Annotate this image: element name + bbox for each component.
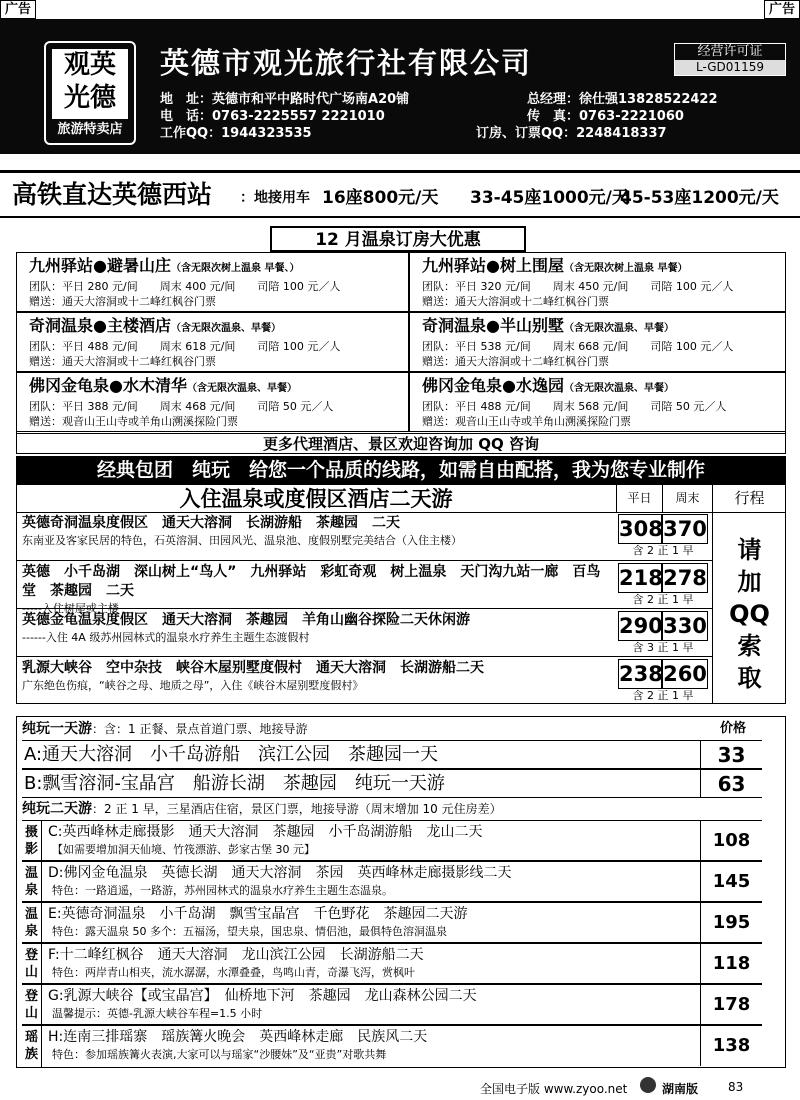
hotel-note: （含无限次树上温泉 早餐、） bbox=[170, 263, 300, 274]
phone: 0763-2225557 2221010 bbox=[212, 109, 385, 124]
work-qq-line bbox=[160, 125, 312, 142]
day2-tour-name: F:十二峰红枫谷 通天大溶洞 龙山滨江公园 长湖游船二天 bbox=[48, 947, 424, 963]
order-qq-line bbox=[476, 125, 667, 142]
hotel-name-line bbox=[29, 316, 396, 339]
hotel-price-line: 团队：平日 488 元/间 周末 568 元/间 司陪 50 元／人 bbox=[422, 400, 727, 413]
hotel-name-line bbox=[422, 376, 773, 399]
phone-line bbox=[160, 108, 385, 125]
license-box bbox=[674, 43, 786, 76]
order-qq: 2248418337 bbox=[576, 126, 667, 141]
day2-tour-desc: 特色：露天温泉 50 多个：五福汤，望夫泉，国忠泉、情侣池，最俱特色溶洞温泉 bbox=[52, 925, 447, 938]
work-qq-label: 工作QQ： bbox=[160, 126, 222, 141]
hotel-name: 奇洞温泉●主楼酒店 bbox=[29, 316, 171, 335]
tour-text bbox=[22, 659, 612, 693]
tour-meals: 含 3 正 1 早 bbox=[632, 641, 694, 654]
day1-row bbox=[22, 740, 762, 769]
hotel-name: 九州驿站●避暑山庄 bbox=[29, 256, 171, 275]
day2-tour-desc: 特色：两岸青山相夹，流水潺潺，水潭叠叠，鸟鸣山青，奇瀑飞泻，赏枫叶 bbox=[52, 966, 415, 979]
hotel-name: 佛冈金龟泉●水逸园 bbox=[422, 376, 564, 395]
hotel-price-line: 团队：平日 538 元/间 周末 668 元/间 司陪 100 元／人 bbox=[422, 340, 734, 353]
company-header bbox=[0, 19, 800, 154]
day2-price: 108 bbox=[700, 821, 762, 860]
banner-price-16: 16座800元/天 bbox=[322, 188, 439, 208]
day2-price: 195 bbox=[700, 903, 762, 942]
hotel-cell bbox=[409, 372, 786, 432]
day1-price: 33 bbox=[700, 741, 762, 768]
footer-logo-icon bbox=[640, 1077, 656, 1093]
classic-slogan: 经典包团 纯玩 给您一个品质的线路，如需自由配搭，我为您专业制作 bbox=[16, 456, 786, 484]
hotel-price-line: 团队：平日 320 元/间 周末 450 元/间 司陪 100 元／人 bbox=[422, 280, 734, 293]
ad-label-left: 广告 bbox=[0, 0, 36, 19]
hotel-cell bbox=[16, 372, 409, 432]
hotel-gift-line: 赠送：通天大溶洞或十二峰红枫谷门票 bbox=[29, 355, 216, 368]
day1-tour-name: B:飘雪溶洞-宝晶宫 船游长湖 茶趣园 纯玩一天游 bbox=[24, 773, 445, 794]
day1-label: 纯玩一天游 bbox=[22, 721, 92, 737]
hotel-price-line: 团队：平日 388 元/间 周末 468 元/间 司陪 50 元／人 bbox=[29, 400, 334, 413]
day2-row bbox=[22, 902, 762, 943]
company-logo bbox=[44, 41, 136, 145]
day2-tour-name: G:乳源大峡谷【或宝晶宫】 仙桥地下河 茶趣园 龙山森林公园二天 bbox=[48, 988, 477, 1004]
hotel-note: （含无限次树上温泉 早餐） bbox=[563, 263, 688, 274]
more-hotels-note: 更多代理酒店、景区欢迎咨询加 QQ 咨询 bbox=[16, 433, 786, 454]
fax-label: 传 真： bbox=[527, 109, 580, 124]
day2-category: 登山 bbox=[22, 944, 42, 985]
gm: 徐仕强13828522422 bbox=[579, 92, 718, 107]
day2-price: 145 bbox=[700, 862, 762, 901]
company-name: 英德市观光旅行社有限公司 bbox=[160, 46, 533, 80]
day2-category: 瑶族 bbox=[22, 1026, 42, 1067]
tour-weekday-price: 238 bbox=[618, 659, 662, 689]
logo-char-2: 英 bbox=[90, 50, 117, 80]
tour-title: 英德 小千岛湖 深山树上“鸟人” 九州驿站 彩虹奇观 树上温泉 天门沟九站一廊 百鸟堂 茶趣园 二天 bbox=[22, 564, 601, 599]
tour-desc: 东南亚及客家民居的特色，石英溶洞、田园风光、温泉池、度假别墅完美结合（入住主楼） bbox=[22, 534, 462, 547]
price-header: 价格 bbox=[719, 721, 746, 736]
tour-row bbox=[16, 512, 712, 560]
page-footer bbox=[0, 1075, 800, 1100]
hsr-banner bbox=[0, 170, 800, 218]
tour-desc: -----入住树屋或主楼 bbox=[22, 602, 119, 615]
day2-tour-desc: 特色：参加瑶族篝火表演,大家可以与瑶家“沙腰妹”及“亚贵”对歌共舞 bbox=[52, 1048, 387, 1061]
fax: 0763-2221060 bbox=[579, 109, 684, 124]
hotel-name-line bbox=[422, 316, 773, 339]
day2-tour-name: C:英西峰林走廊摄影 通天大溶洞 茶趣园 小千岛湖游船 龙山二天 bbox=[48, 824, 483, 840]
tour-row bbox=[16, 656, 712, 704]
tour-weekday-price: 308 bbox=[618, 514, 662, 544]
tour-text bbox=[22, 514, 612, 548]
day2-tour-name: E:英德奇洞温泉 小千岛湖 飘雪宝晶宫 千色野花 茶趣园二天游 bbox=[48, 906, 468, 922]
hotel-cell bbox=[16, 252, 409, 312]
hotel-name-line bbox=[29, 256, 396, 279]
itin-char-4: 索 bbox=[737, 632, 762, 660]
fax-line bbox=[527, 108, 684, 125]
hotel-gift-line: 赠送：通天大溶洞或十二峰红枫谷门票 bbox=[422, 295, 609, 308]
tour-weekday-price: 218 bbox=[618, 563, 662, 593]
day2-category: 温泉 bbox=[22, 862, 42, 903]
tour-desc: ------入住 4A 级苏州园林式的温泉水疗养生主题生态渡假村 bbox=[22, 631, 310, 644]
tour-weekend-price: 370 bbox=[662, 514, 708, 544]
banner-price-45-53: 45-53座1200元/天 bbox=[620, 188, 779, 208]
hotel-cell bbox=[409, 312, 786, 372]
tour-meals: 含 2 正 1 早 bbox=[632, 689, 694, 702]
address: 英德市和平中路时代广场南A20铺 bbox=[212, 92, 410, 107]
day2-label: 纯玩二天游 bbox=[22, 801, 92, 817]
itin-char-5: 取 bbox=[737, 664, 762, 692]
tour-title: 英德奇洞温泉度假区 通天大溶洞 长湖游船 茶趣园 二天 bbox=[22, 515, 400, 531]
license-title: 经营许可证 bbox=[675, 44, 785, 60]
hotel-gift-line: 赠送：通天大溶洞或十二峰红枫谷门票 bbox=[29, 295, 216, 308]
address-label: 地 址： bbox=[160, 92, 213, 107]
day1-price: 63 bbox=[700, 770, 762, 797]
tour-weekend-price: 260 bbox=[662, 659, 708, 689]
tour-meals: 含 2 正 1 早 bbox=[632, 593, 694, 606]
day2-category: 温泉 bbox=[22, 903, 42, 944]
logo-caption: 旅游特卖店 bbox=[57, 122, 123, 137]
hotel-name-line bbox=[422, 256, 773, 279]
itin-char-2: 加 bbox=[737, 568, 762, 596]
col-weekday: 平日 bbox=[616, 484, 662, 512]
logo-char-4: 德 bbox=[90, 83, 117, 113]
itinerary-note bbox=[712, 512, 786, 704]
day2-row bbox=[22, 820, 762, 861]
gm-line bbox=[527, 91, 718, 108]
itin-char-1: 请 bbox=[737, 536, 762, 564]
tour-weekday-price: 290 bbox=[618, 611, 662, 641]
logo-char-1: 观 bbox=[63, 50, 90, 80]
footer-edition: 湖南版 bbox=[662, 1082, 699, 1096]
hotel-gift-line: 赠送：观音山王山寺或羊角山溯溪探险门票 bbox=[29, 415, 238, 428]
hotel-name-line bbox=[29, 376, 396, 399]
hotel-cell bbox=[409, 252, 786, 312]
tour-row bbox=[16, 608, 712, 656]
work-qq: 1944323535 bbox=[221, 126, 312, 141]
tour-weekend-price: 330 bbox=[662, 611, 708, 641]
day2-row bbox=[22, 1025, 762, 1066]
col-weekend: 周末 bbox=[662, 484, 712, 512]
itin-char-3: QQ bbox=[729, 600, 770, 628]
hotel-price-line: 团队：平日 488 元/间 周末 618 元/间 司陪 100 元／人 bbox=[29, 340, 341, 353]
day2-category: 登山 bbox=[22, 985, 42, 1026]
hotel-name: 奇洞温泉●半山别墅 bbox=[422, 316, 564, 335]
tour-weekend-price: 278 bbox=[662, 563, 708, 593]
banner-title: 高铁直达英德西站 bbox=[12, 180, 213, 209]
hotspring-title: 12 月温泉订房大优惠 bbox=[270, 226, 526, 252]
day2-tour-desc: 温馨提示：英德-乳源大峡谷车程=1.5 小时 bbox=[52, 1007, 263, 1020]
tour-title: 乳源大峡谷 空中杂技 峡谷木屋别墅度假村 通天大溶洞 长湖游船二天 bbox=[22, 660, 484, 676]
tour-text bbox=[22, 611, 612, 645]
footer-site: 全国电子版 www.zyoo.net bbox=[480, 1082, 628, 1096]
footer-page-number: 83 bbox=[728, 1080, 744, 1094]
day2-tour-desc: 特色：一路逍遥，一路游，苏州园林式的温泉水疗养生主题生态温泉。 bbox=[52, 884, 393, 897]
day1-row bbox=[22, 769, 762, 798]
banner-prefix: ：地接用车 bbox=[240, 190, 310, 206]
banner-price-33-45: 33-45座1000元/天 bbox=[470, 188, 629, 208]
col-itinerary: 行程 bbox=[712, 484, 786, 512]
tour-meals: 含 2 正 1 早 bbox=[632, 544, 694, 557]
tour-desc: 广东绝色伤痕，“峡谷之母、地质之母”，入住《峡谷木屋别墅度假村》 bbox=[22, 679, 364, 692]
phone-label: 电 话： bbox=[160, 109, 213, 124]
gm-label: 总经理： bbox=[527, 92, 580, 107]
day2-category: 摄影 bbox=[22, 821, 42, 862]
day2-price: 118 bbox=[700, 944, 762, 983]
day2-tour-name: D:佛冈金龟温泉 英德长湖 通天大溶洞 茶园 英西峰林走廊摄影线二天 bbox=[48, 865, 512, 881]
day2-row bbox=[22, 861, 762, 902]
hotel-note: （含无限次温泉、早餐） bbox=[563, 383, 674, 394]
day2-row bbox=[22, 943, 762, 984]
day2-note: ：2 正 1 早，三星酒店住宿，景区门票，地接导游（周末增加 10 元住房差） bbox=[92, 802, 502, 816]
hotel-name: 佛冈金龟泉●水木清华 bbox=[29, 376, 187, 395]
ad-label-right: 广告 bbox=[764, 0, 800, 19]
day1-tour-name: A:通天大溶洞 小千岛游船 滨江公园 茶趣园一天 bbox=[24, 744, 439, 765]
day2-header bbox=[22, 800, 502, 818]
logo-char-3: 光 bbox=[63, 83, 90, 113]
day1-header bbox=[22, 720, 307, 738]
hotel-note: （含无限次温泉、早餐） bbox=[186, 383, 297, 394]
classic-title: 入住温泉或度假区酒店二天游 bbox=[179, 487, 453, 511]
day2-price: 138 bbox=[700, 1026, 762, 1066]
address-line bbox=[160, 91, 409, 108]
day2-price: 178 bbox=[700, 985, 762, 1024]
day2-tour-desc: 【如需要增加洞天仙境、竹筏漂游、彭家古堡 30 元】 bbox=[52, 843, 315, 856]
day2-tour-name: H:连南三排瑶寨 瑶族篝火晚会 英西峰林走廊 民族风二天 bbox=[48, 1029, 428, 1045]
tour-row bbox=[16, 560, 712, 615]
hotel-cell bbox=[16, 312, 409, 372]
hotel-note: （含无限次温泉、早餐） bbox=[170, 323, 281, 334]
hotel-note: （含无限次温泉、早餐） bbox=[563, 323, 674, 334]
license-number: L-GD01159 bbox=[675, 60, 785, 75]
hotel-price-line: 团队：平日 280 元/间 周末 400 元/间 司陪 100 元／人 bbox=[29, 280, 341, 293]
tour-title: 英德金龟温泉度假区 通天大溶洞 茶趣园 羊角山幽谷探险二天休闲游 bbox=[22, 612, 470, 628]
hotel-gift-line: 赠送：通天大溶洞或十二峰红枫谷门票 bbox=[422, 355, 609, 368]
hotel-gift-line: 赠送：观音山王山寺或羊角山溯溪探险门票 bbox=[422, 415, 631, 428]
day1-note: ：含：1 正餐、景点首道门票、地接导游 bbox=[92, 722, 308, 736]
hotel-name: 九州驿站●树上围屋 bbox=[422, 256, 564, 275]
day2-row bbox=[22, 984, 762, 1025]
order-qq-label: 订房、订票QQ： bbox=[476, 126, 577, 141]
